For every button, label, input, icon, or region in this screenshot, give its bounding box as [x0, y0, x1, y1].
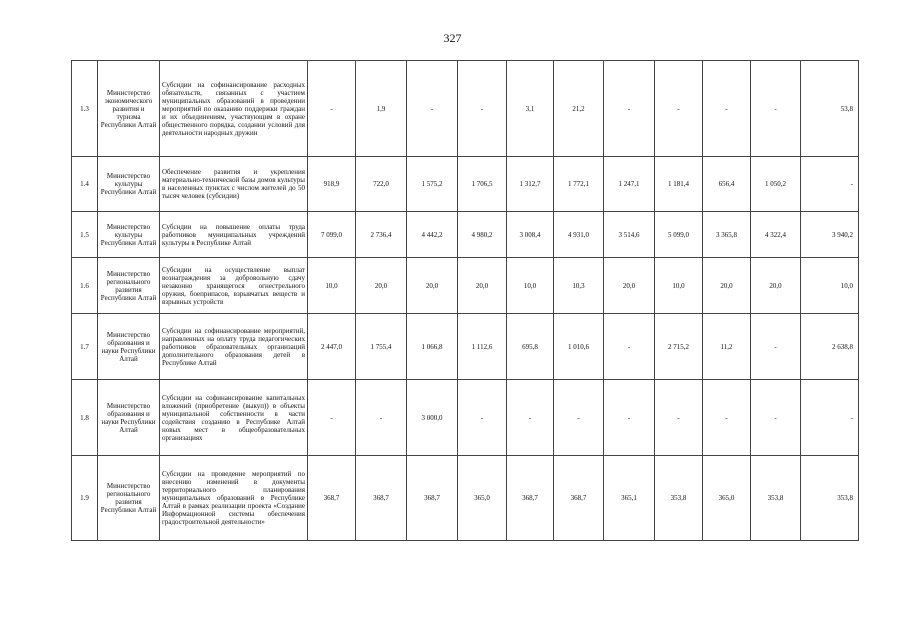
- value-cell: 10,0: [801, 258, 859, 314]
- value-cell: 3 940,2: [801, 212, 859, 258]
- description-cell: Обеспечение развития и укрепления материально-технической базы домов культуры в населенных пунктах с числом жителей до 50 тысяч человек (субсидии): [160, 157, 308, 212]
- value-cell: 7 099,0: [308, 212, 356, 258]
- value-cell: -: [655, 61, 703, 157]
- value-cell: 353,8: [751, 456, 801, 541]
- table-row: [72, 456, 859, 541]
- value-cell: 368,7: [507, 456, 554, 541]
- value-cell: 2 736,4: [356, 212, 407, 258]
- value-cell: 3 365,8: [703, 212, 751, 258]
- description-cell: Субсидии на софинансирование расходных обязательств, связанных с участием муниципальных образований в проведении мероприятий по оказанию поддержки граждан и их объединениям, участвующим в охране общественного порядка, создании условий для деятельности народных дружин: [160, 61, 308, 157]
- value-cell: -: [751, 314, 801, 380]
- value-cell: 365,0: [703, 456, 751, 541]
- value-cell: 1,9: [356, 61, 407, 157]
- value-cell: 2 638,8: [801, 314, 859, 380]
- row-number: 1.3: [72, 61, 98, 157]
- value-cell: 2 715,2: [655, 314, 703, 380]
- value-cell: 365,1: [604, 456, 655, 541]
- value-cell: 3 008,4: [507, 212, 554, 258]
- value-cell: -: [458, 380, 507, 456]
- value-cell: 4 442,2: [407, 212, 458, 258]
- table-row: [72, 61, 859, 157]
- table-row: [72, 380, 859, 456]
- value-cell: -: [801, 380, 859, 456]
- value-cell: 4 980,2: [458, 212, 507, 258]
- row-number: 1.7: [72, 314, 98, 380]
- value-cell: 10,3: [554, 258, 604, 314]
- value-cell: 20,0: [356, 258, 407, 314]
- value-cell: -: [604, 314, 655, 380]
- description-cell: Субсидии на повышение оплаты труда работников муниципальных учреждений культуры в Республике Алтай: [160, 212, 308, 258]
- value-cell: 2 447,0: [308, 314, 356, 380]
- description-cell: Субсидии на софинансирование капитальных вложений (приобретение (выкуп)) в объекты муниципальной собственности в части содействия созданию в Республике Алтай новых мест в общеобразовательных организациях: [160, 380, 308, 456]
- value-cell: -: [554, 380, 604, 456]
- value-cell: 365,0: [458, 456, 507, 541]
- value-cell: 20,0: [458, 258, 507, 314]
- ministry-cell: Министерство регионального развития Республики Алтай: [98, 258, 160, 314]
- value-cell: 1 772,1: [554, 157, 604, 212]
- page-number: 327: [443, 31, 462, 45]
- value-cell: 4 931,0: [554, 212, 604, 258]
- row-number: 1.6: [72, 258, 98, 314]
- value-cell: 10,0: [655, 258, 703, 314]
- value-cell: -: [801, 157, 859, 212]
- value-cell: 5 099,0: [655, 212, 703, 258]
- value-cell: -: [356, 380, 407, 456]
- value-cell: 353,8: [655, 456, 703, 541]
- value-cell: 1 247,1: [604, 157, 655, 212]
- description-cell: Субсидии на осуществление выплат вознаграждения за добровольную сдачу незаконно хранящегося огнестрельного оружия, боеприпасов, взрывчатых веществ и взрывных устройств: [160, 258, 308, 314]
- value-cell: 368,7: [407, 456, 458, 541]
- value-cell: 3 000,0: [407, 380, 458, 456]
- value-cell: 1 706,5: [458, 157, 507, 212]
- value-cell: -: [751, 380, 801, 456]
- ministry-cell: Министерство культуры Республики Алтай: [98, 212, 160, 258]
- row-number: 1.5: [72, 212, 98, 258]
- ministry-cell: Министерство регионального развития Республики Алтай: [98, 456, 160, 541]
- value-cell: 1 755,4: [356, 314, 407, 380]
- value-cell: 20,0: [703, 258, 751, 314]
- value-cell: 1 312,7: [507, 157, 554, 212]
- value-cell: 1 575,2: [407, 157, 458, 212]
- value-cell: 20,0: [751, 258, 801, 314]
- value-cell: -: [655, 380, 703, 456]
- budget-table: [71, 60, 859, 541]
- value-cell: 353,8: [801, 456, 859, 541]
- value-cell: 1 112,6: [458, 314, 507, 380]
- value-cell: 368,7: [356, 456, 407, 541]
- value-cell: 20,0: [604, 258, 655, 314]
- value-cell: 368,7: [308, 456, 356, 541]
- description-cell: Субсидии на софинансирование мероприятий, направленных на оплату труда педагогических работников образовательных организаций дополнительного образования детей в Республике Алтай: [160, 314, 308, 380]
- value-cell: -: [751, 61, 801, 157]
- description-cell: Субсидии на проведение мероприятий по внесению изменений в документы территориального планирования муниципальных образований в Республике Алтай в рамках реализации проекта «Создание Информационной системы обеспечения градостроительной деятельности»: [160, 456, 308, 541]
- value-cell: 722,0: [356, 157, 407, 212]
- value-cell: 1 181,4: [655, 157, 703, 212]
- row-number: 1.4: [72, 157, 98, 212]
- value-cell: 21,2: [554, 61, 604, 157]
- value-cell: 3 514,6: [604, 212, 655, 258]
- value-cell: 1 066,8: [407, 314, 458, 380]
- table-row: [72, 212, 859, 258]
- row-number: 1.9: [72, 456, 98, 541]
- value-cell: 1 010,6: [554, 314, 604, 380]
- value-cell: 695,8: [507, 314, 554, 380]
- value-cell: 918,9: [308, 157, 356, 212]
- value-cell: -: [604, 61, 655, 157]
- value-cell: 10,0: [507, 258, 554, 314]
- value-cell: 4 322,4: [751, 212, 801, 258]
- table-row: [72, 157, 859, 212]
- value-cell: -: [308, 61, 356, 157]
- value-cell: 368,7: [554, 456, 604, 541]
- value-cell: 53,8: [801, 61, 859, 157]
- value-cell: 656,4: [703, 157, 751, 212]
- value-cell: -: [308, 380, 356, 456]
- value-cell: -: [458, 61, 507, 157]
- value-cell: 3,1: [507, 61, 554, 157]
- value-cell: -: [604, 380, 655, 456]
- value-cell: -: [703, 380, 751, 456]
- table-row: [72, 258, 859, 314]
- ministry-cell: Министерство образования и науки Республики Алтай: [98, 314, 160, 380]
- ministry-cell: Министерство образования и науки Республики Алтай: [98, 380, 160, 456]
- value-cell: 1 050,2: [751, 157, 801, 212]
- ministry-cell: Министерство культуры Республики Алтай: [98, 157, 160, 212]
- value-cell: -: [407, 61, 458, 157]
- value-cell: 11,2: [703, 314, 751, 380]
- value-cell: 10,0: [308, 258, 356, 314]
- row-number: 1.8: [72, 380, 98, 456]
- value-cell: -: [703, 61, 751, 157]
- value-cell: 20,0: [407, 258, 458, 314]
- ministry-cell: Министерство экономического развития и туризма Республики Алтай: [98, 61, 160, 157]
- value-cell: -: [507, 380, 554, 456]
- table-row: [72, 314, 859, 380]
